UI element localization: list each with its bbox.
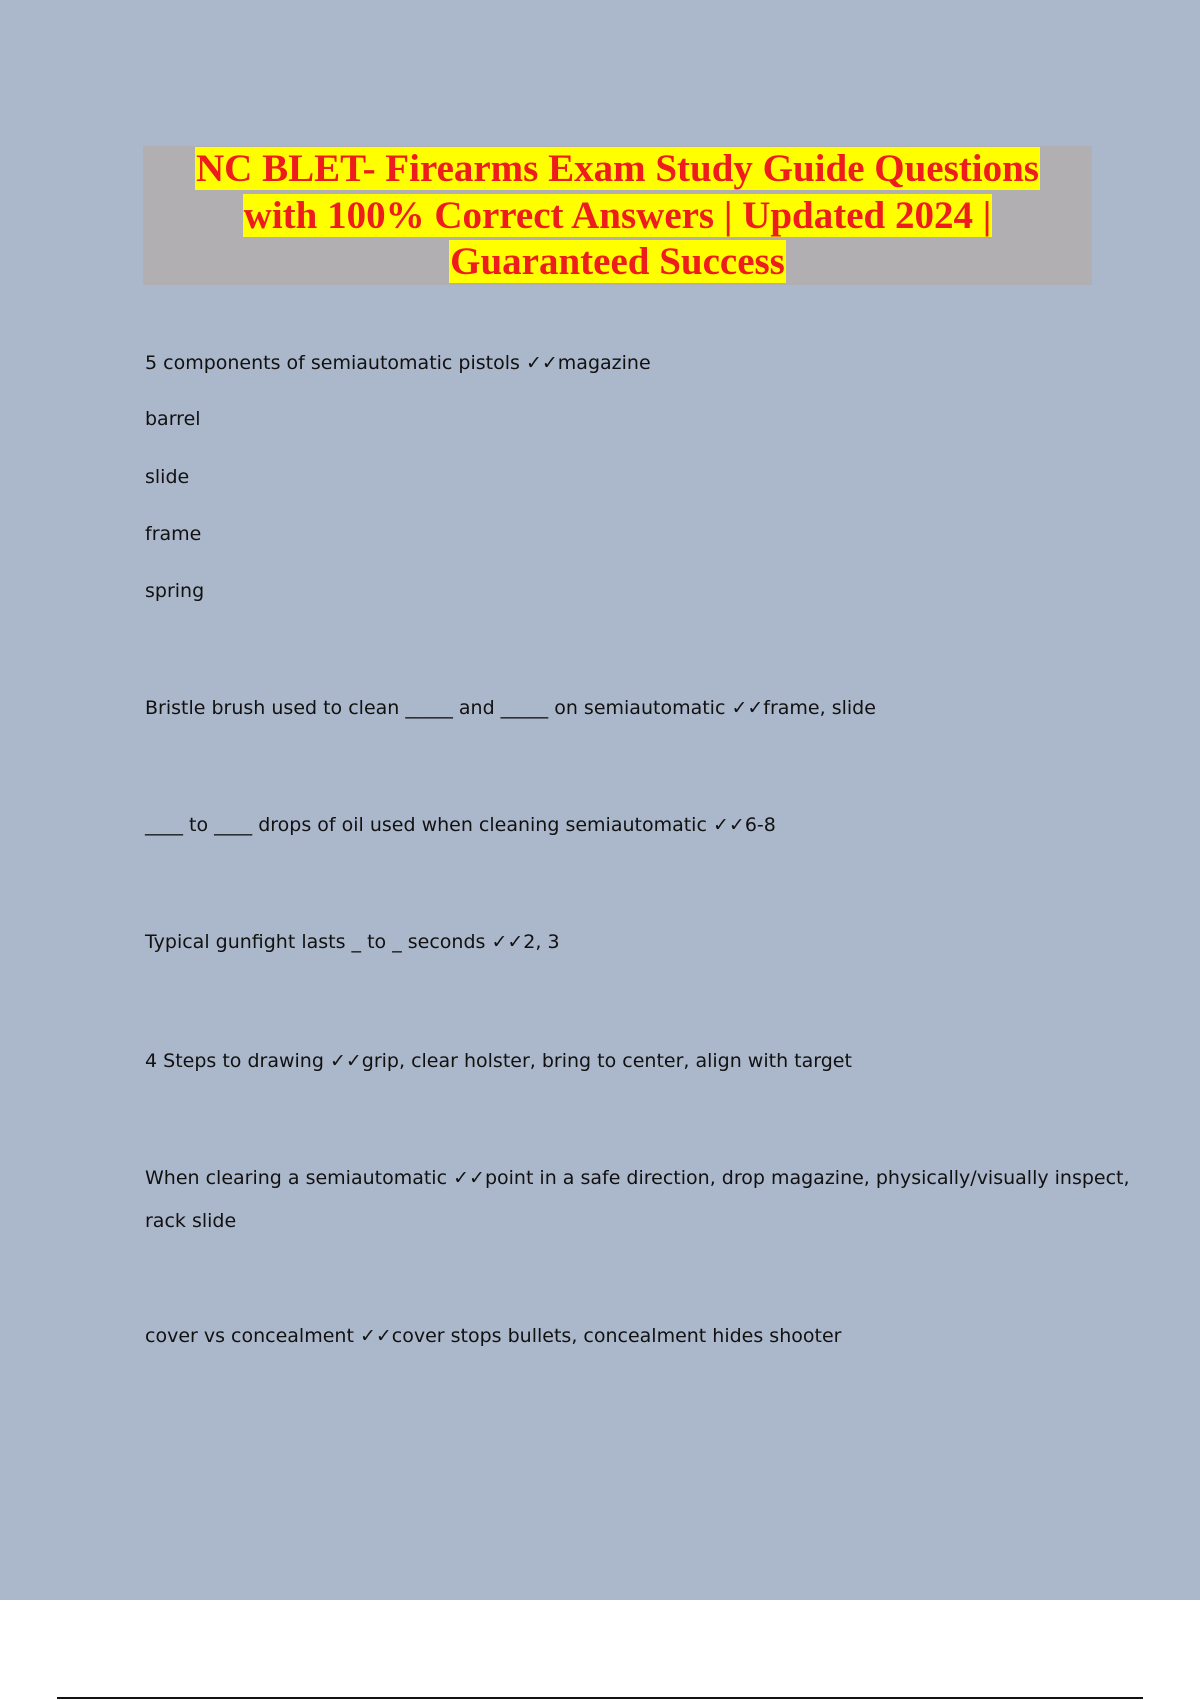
qa-item-oil-drops [145, 813, 776, 837]
qa-item-clearing [145, 1166, 1130, 1190]
answer-continuation: barrel [145, 408, 201, 430]
question-text: Typical gunfight lasts _ to _ seconds [145, 931, 486, 953]
answer-text: grip, clear holster, bring to center, align with target [361, 1050, 852, 1072]
check-marker: ✓✓ [731, 697, 764, 719]
question-text: When clearing a semiautomatic [145, 1167, 448, 1189]
qa-item-gunfight [145, 930, 560, 954]
answer-continuation: slide [145, 466, 190, 488]
check-marker: ✓✓ [712, 814, 745, 836]
title-line-1: NC BLET- Firearms Exam Study Guide Questions [196, 147, 1039, 190]
check-marker: ✓✓ [359, 1325, 392, 1347]
qa-item-components [145, 351, 651, 375]
answer-text: magazine [557, 352, 651, 374]
check-marker: ✓✓ [453, 1167, 485, 1189]
answer-text: frame, slide [763, 697, 876, 719]
qa-item-bristle-brush [145, 696, 876, 720]
title-line-2: with 100% Correct Answers | Updated 2024 | [243, 193, 992, 237]
answer-text: cover stops bullets, concealment hides shooter [391, 1325, 842, 1347]
answer-continuation: rack slide [145, 1210, 237, 1232]
question-text: 5 components of semiautomatic pistols [145, 352, 520, 374]
answer-text: 2, 3 [523, 931, 560, 953]
answer-continuation: spring [145, 580, 205, 602]
answer-continuation: frame [145, 523, 202, 545]
question-text: cover vs concealment [145, 1325, 354, 1347]
answer-text: point in a safe direction, drop magazine, physically/visually inspect, [484, 1167, 1130, 1189]
check-marker: ✓✓ [525, 352, 558, 374]
footer-divider [57, 1697, 1143, 1699]
question-text: 4 Steps to drawing [145, 1050, 324, 1072]
qa-item-drawing-steps [145, 1049, 852, 1073]
qa-item-cover-concealment [145, 1324, 841, 1348]
check-marker: ✓✓ [329, 1050, 362, 1072]
question-text: ____ to ____ drops of oil used when cleaning semiautomatic [145, 814, 707, 836]
check-marker: ✓✓ [491, 931, 524, 953]
question-text: Bristle brush used to clean _____ and _____ on semiautomatic [145, 697, 726, 719]
answer-text: 6-8 [744, 814, 776, 836]
document-title [143, 146, 1092, 285]
title-line-3: Guaranteed Success [450, 240, 785, 283]
